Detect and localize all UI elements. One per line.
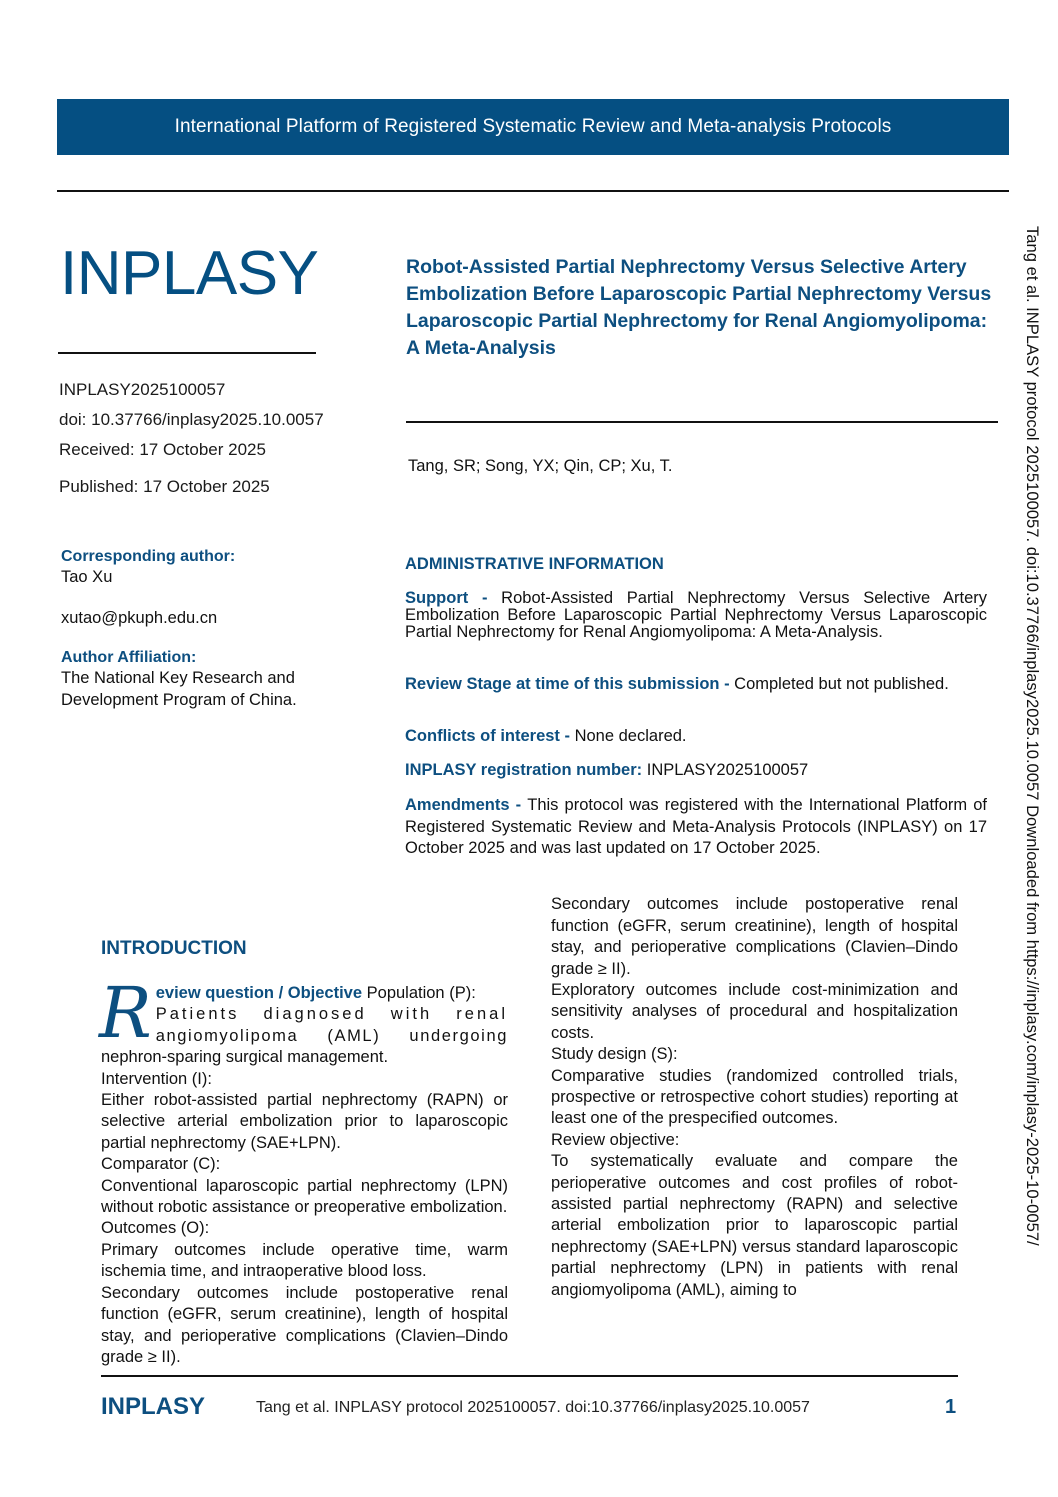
registration-id: INPLASY2025100057 [59, 380, 226, 399]
population-text-a: Patients diagnosed with renal [155, 1005, 508, 1024]
drop-cap: R [99, 972, 152, 1054]
intervention-label: Intervention (I): [101, 1069, 212, 1088]
authors: Tang, SR; Song, YX; Qin, CP; Xu, T. [408, 457, 673, 475]
review-question-label: eview question / Objective [155, 984, 363, 1002]
corresponding-author [61, 548, 361, 711]
stage-text: Completed but not published. [734, 675, 949, 693]
admin-heading: ADMINISTRATIVE INFORMATION [405, 555, 664, 573]
doi[interactable]: doi: 10.37766/inplasy2025.10.0057 [59, 410, 324, 429]
logo-rule [58, 352, 316, 354]
outcomes-secondary-continued: Secondary outcomes include postoperative renal function (eGFR, serum creatinine), length of hospital stay, and perioperative complications (Clavien–Dindo grade ≥ II). [551, 895, 958, 978]
support-label: Support - [405, 589, 502, 607]
received-date: Received: 17 October 2025 [59, 440, 266, 459]
population-text-c: nephron-sparing surgical management. [101, 1048, 389, 1067]
conflicts-text: None declared. [574, 727, 687, 745]
reg-label: INPLASY registration number: [405, 761, 647, 779]
conflicts-section [405, 728, 987, 745]
amend-text: This protocol was registered with the International Platform of Registered Systematic Review and Meta-Analysis Protocols (INPLASY) on 17 October 2025 and was last updated on 17 October 2025. [405, 796, 988, 857]
comparator-label: Comparator (C): [101, 1155, 221, 1174]
affiliation-text: The National Key Research and Development Program of China. [61, 669, 297, 709]
page-number: 1 [945, 1396, 957, 1418]
review-objective-text: To systematically evaluate and compare the perioperative outcomes and cost profiles of robot-assisted partial nephrectomy (RAPN) and selective arterial embolization prior to laparoscopic partial nephrectomy (SAE+LPN) versus standard laparoscopic partial nephrectomy (LPN) in patients with renal angiomyolipoma (AML), aiming to [551, 1152, 958, 1299]
corresponding-name: Tao Xu [61, 568, 113, 586]
conflicts-label: Conflicts of interest - [405, 727, 575, 745]
study-design-label: Study design (S): [551, 1045, 678, 1064]
published-date: Published: 17 October 2025 [59, 477, 270, 496]
corresponding-email[interactable]: xutao@pkuph.edu.cn [61, 609, 218, 627]
footer-rule [101, 1375, 958, 1377]
vertical-notice-text: Tang et al. INPLASY protocol 2025100057. doi:10.37766/inplasy2025.10.0057 Downloaded from https://inplasy.com/inplasy-2025-10-0057/ [1023, 226, 1042, 1246]
study-design-text: Comparative studies (randomized controlled trials, prospective or retrospective cohort studies) reporting at least one of the prespecified outcomes. [551, 1066, 958, 1128]
stage-label: Review Stage at time of this submission - [405, 675, 735, 693]
comparator-text: Conventional laparoscopic partial nephrectomy (LPN) without robotic assistance or preoperative embolization. [101, 1176, 508, 1217]
header-rule [57, 190, 1009, 192]
outcomes-label: Outcomes (O): [101, 1219, 210, 1238]
outcomes-secondary: Secondary outcomes include postoperative renal function (eGFR, serum creatinine), length of hospital stay, and perioperative complications (Clavien–Dindo grade ≥ II). [101, 1283, 508, 1366]
introduction-heading: INTRODUCTION [101, 938, 247, 959]
registration-section [405, 762, 987, 779]
corresponding-label: Corresponding author: [61, 548, 236, 565]
inplasy-logo: INPLASY [60, 239, 319, 308]
affiliation-label: Author Affiliation: [61, 649, 197, 666]
paper-title: Robot-Assisted Partial Nephrectomy Versus Selective Artery Embolization Before Laparoscopic Partial Nephrectomy Versus Laparoscopic Partial Nephrectomy for Renal Angiomyolipoma: A Meta-Analysis [406, 256, 992, 359]
amendments-section [405, 795, 987, 860]
outcomes-exploratory: Exploratory outcomes include cost-minimization and sensitivity analyses of procedural and hospitalization costs. [551, 981, 958, 1042]
support-section [405, 590, 987, 641]
support-text: Robot-Assisted Partial Nephrectomy Versus Selective Artery Embolization Before Laparoscopic Partial Nephrectomy Versus Laparoscopic Partial Nephrectomy for Renal Angiomyolipoma: A Meta-Analysis. [405, 589, 988, 641]
header-banner [57, 99, 1009, 155]
intervention-text: Either robot-assisted partial nephrectomy (RAPN) or selective arterial embolization prior to laparoscopic partial nephrectomy (SAE+LPN). [101, 1091, 508, 1152]
title-rule [406, 421, 998, 423]
intro-column-left [99, 972, 508, 1366]
amend-label: Amendments - [405, 796, 528, 814]
banner-text: International Platform of Registered Systematic Review and Meta-analysis Protocols [174, 116, 892, 137]
reg-text: INPLASY2025100057 [646, 761, 809, 779]
population-text-b: angiomyolipoma (AML) undergoing [155, 1026, 508, 1045]
population-label: Population (P): [362, 984, 476, 1002]
footer-citation: Tang et al. INPLASY protocol 2025100057. doi:10.37766/inplasy2025.10.0057 [256, 1399, 810, 1416]
intro-column-right [551, 895, 958, 1301]
footer-logo: INPLASY [101, 1393, 206, 1420]
outcomes-primary: Primary outcomes include operative time, warm ischemia time, and intraoperative blood loss. [101, 1240, 508, 1281]
review-objective-label: Review objective: [551, 1130, 680, 1149]
review-stage-section [405, 676, 987, 693]
